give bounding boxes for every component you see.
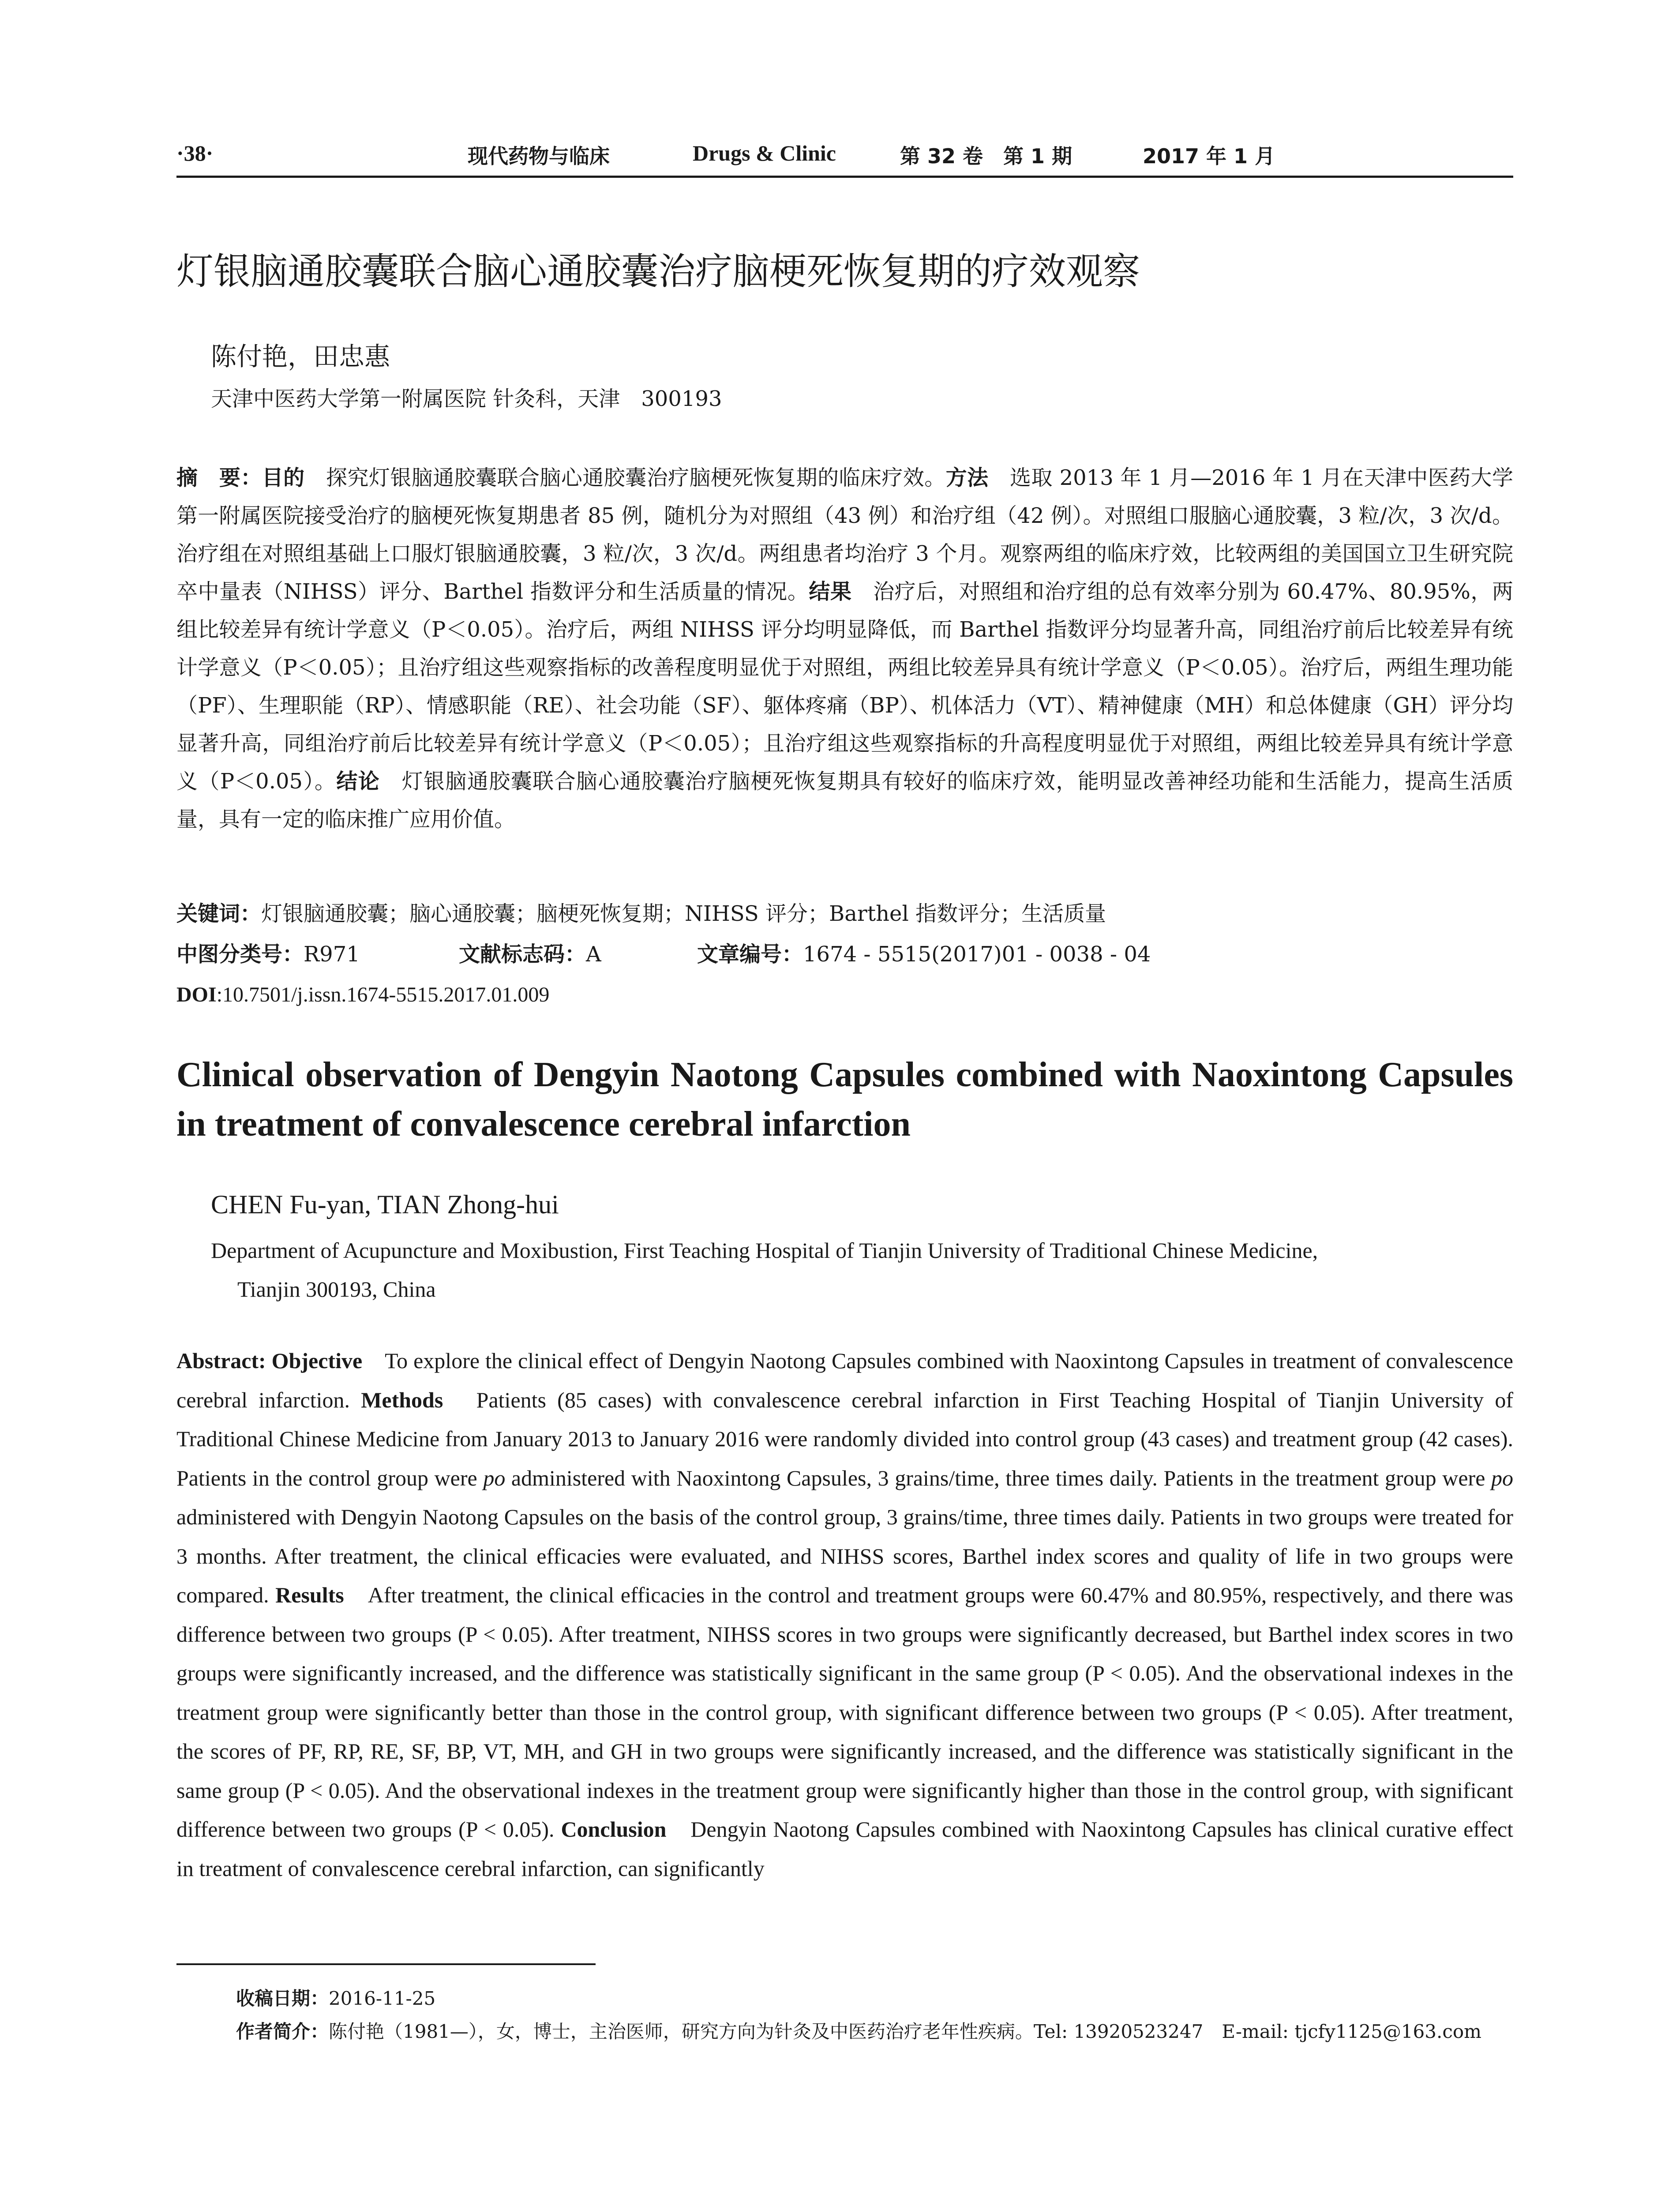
- objective-text-en: To explore the clinical effect of Dengyin Naotong Capsules combined with Naoxintong Capsules in treatment of convalescence cerebral infarction.: [176, 1348, 1513, 1412]
- received-date: 2016-11-25: [329, 1988, 436, 2009]
- classification-line: [176, 935, 1513, 973]
- conclusion-label-cn: 结论: [336, 769, 380, 794]
- methods-text-en-2: administered with Naoxintong Capsules, 3 grains/time, three times daily. Patients in the treatment group were: [505, 1465, 1491, 1490]
- journal-issue: 第 32 卷 第 1 期: [900, 144, 1072, 168]
- po-italic-2: po: [1491, 1465, 1513, 1490]
- objective-text-cn: 探究灯银脑通胶囊联合脑心通胶囊治疗脑梗死恢复期的临床疗效。: [304, 465, 946, 490]
- po-italic-1: po: [483, 1465, 506, 1490]
- methods-text-en-3: administered with Dengyin Naotong Capsules on the basis of the control group, 3 grains/time, three times daily. Patients in two groups were treated for 3 months. After treatment, the clinical efficacies were evaluated, and NIHSS scores, Barthel index scores and quality of life in two groups were compared.: [176, 1504, 1513, 1607]
- page-number: ·38·: [176, 141, 214, 165]
- author-info-text: 陈付艳（1981—），女，博士，主治医师，研究方向为针灸及中医药治疗老年性疾病。Tel: 13920523247 E-mail: tjcfy1125@163.com: [329, 2021, 1481, 2042]
- doc-code-label: 文献标志码：: [459, 942, 586, 967]
- keywords-cn: [176, 895, 1513, 933]
- footnote-rule: [176, 1963, 596, 1965]
- footnote-received: [236, 1985, 435, 2012]
- clc-label: 中图分类号：: [176, 942, 304, 967]
- author-info-label: 作者简介：: [236, 2021, 329, 2042]
- doi-value: :10.7501/j.issn.1674-5515.2017.01.009: [216, 983, 550, 1006]
- article-no-label: 文章编号：: [697, 942, 803, 967]
- footnote-author: [236, 2018, 1481, 2045]
- doi-line: [176, 976, 549, 1014]
- keywords-label: 关键词：: [176, 901, 262, 926]
- results-text-cn: 治疗后，对照组和治疗组的总有效率分别为 60.47%、80.95%，两组比较差异有统计学意义（P＜0.05）。治疗后，两组 NIHSS 评分均明显降低，而 Barthel 指数评分均显著升高，同组治疗前后比较差异有统计学意义（P＜0.05）；且治疗组这些观察指标的改善程度明显优于对照组，两组比较差异具有统计学意义（P＜0.05）。治疗后，两组生理功能（PF）、生理职能（RP）、情感职能（RE）、社会功能（SF）、躯体疼痛（BP）、机体活力（VT）、精神健康（MH）和总体健康（GH）评分均显著升高，同组治疗前后比较差异有统计学意义（P＜0.05）；且治疗组这些观察指标的升高程度明显优于对照组，两组比较差异具有统计学意义（P＜0.05）。: [176, 579, 1513, 794]
- doi-label: DOI: [176, 983, 217, 1006]
- affiliation-en-line2: Tianjin 300193, China: [237, 1277, 436, 1302]
- keywords-text: 灯银脑通胶囊；脑心通胶囊；脑梗死恢复期；NIHSS 评分；Barthel 指数评分；生活质量: [261, 901, 1106, 926]
- methods-label-cn: 方法: [945, 465, 989, 490]
- affiliation-cn: 天津中医药大学第一附属医院 针灸科，天津 300193: [211, 386, 722, 411]
- clc-group: [176, 935, 360, 973]
- article-title-cn: 灯银脑通胶囊联合脑心通胶囊治疗脑梗死恢复期的疗效观察: [176, 250, 1140, 293]
- journal-date: 2017 年 1 月: [1143, 144, 1275, 168]
- methods-text-en-1: Patients (85 cases) with convalescence cerebral infarction in First Teaching Hospital of Tianjin University of Traditional Chinese Medicine from January 2013 to January 2016 were randomly divided into control group (43 cases) and treatment group (42 cases). Patients in the control group were: [176, 1387, 1513, 1490]
- objective-label-cn: 目的: [262, 465, 305, 490]
- article-no-group: [697, 935, 1151, 973]
- abstract-en-label: Abstract: Objective: [176, 1348, 363, 1373]
- conclusion-label-en: Conclusion: [561, 1817, 667, 1842]
- abstract-cn-label: 摘 要：: [176, 465, 262, 490]
- conclusion-text-cn: 灯银脑通胶囊联合脑心通胶囊治疗脑梗死恢复期具有较好的临床疗效，能明显改善神经功能和生活能力，提高生活质量，具有一定的临床推广应用价值。: [176, 769, 1513, 832]
- article-no-value: 1674 - 5515(2017)01 - 0038 - 04: [803, 942, 1151, 967]
- running-header: [176, 140, 1513, 176]
- doc-code-group: [459, 935, 601, 973]
- journal-title-cn: 现代药物与临床: [468, 144, 610, 168]
- article-title-en: Clinical observation of Dengyin Naotong Capsules combined with Naoxintong Capsules in treatment of convalescence cerebral infarction: [176, 1055, 1513, 1144]
- header-rule: [176, 176, 1513, 178]
- results-label-en: Results: [275, 1583, 344, 1607]
- affiliation-en-line1: Department of Acupuncture and Moxibustion, First Teaching Hospital of Tianjin University of Traditional Chinese Medicine,: [211, 1238, 1318, 1263]
- clc-value: R971: [304, 942, 360, 967]
- doc-code-value: A: [586, 942, 601, 967]
- abstract-en: [176, 1341, 1513, 1888]
- authors-cn: 陈付艳，田忠惠: [211, 341, 390, 371]
- methods-label-en: Methods: [361, 1387, 443, 1412]
- journal-title-en: Drugs & Clinic: [693, 141, 836, 165]
- results-text-en: After treatment, the clinical efficacies in the control and treatment groups were 60.47% and 80.95%, respectively, and there was difference between two groups (P < 0.05). After treatment, NIHSS scores in two groups were significantly decreased, but Barthel index scores in two groups were significantly increased, and the difference was statistically significant in the same group (P < 0.05). And the observational indexes in the treatment group were significantly better than those in the control group, with significant difference between two groups (P < 0.05). After treatment, the scores of PF, RP, RE, SF, BP, VT, MH, and GH in two groups were significantly increased, and the difference was statistically significant in the same group (P < 0.05). And the observational indexes in the treatment group were significantly higher than those in the control group, with significant difference between two groups (P < 0.05).: [176, 1583, 1513, 1842]
- affiliation-en: [211, 1231, 1513, 1309]
- conclusion-text-en: Dengyin Naotong Capsules combined with Naoxintong Capsules has clinical curative effect in treatment of convalescence cerebral infarction, can significantly: [176, 1817, 1513, 1881]
- authors-en: CHEN Fu-yan, TIAN Zhong-hui: [211, 1190, 559, 1219]
- received-label: 收稿日期：: [236, 1988, 329, 2009]
- results-label-cn: 结果: [809, 579, 852, 604]
- methods-text-cn: 选取 2013 年 1 月—2016 年 1 月在天津中医药大学第一附属医院接受治疗的脑梗死恢复期患者 85 例，随机分为对照组（43 例）和治疗组（42 例）。对照组口服脑心通胶囊，3 粒/次，3 次/d。治疗组在对照组基础上口服灯银脑通胶囊，3 粒/次，3 次/d。两组患者均治疗 3 个月。观察两组的临床疗效，比较两组的美国国立卫生研究院卒中量表（NIHSS）评分、Barthel 指数评分和生活质量的情况。: [176, 465, 1513, 604]
- abstract-cn: [176, 459, 1513, 838]
